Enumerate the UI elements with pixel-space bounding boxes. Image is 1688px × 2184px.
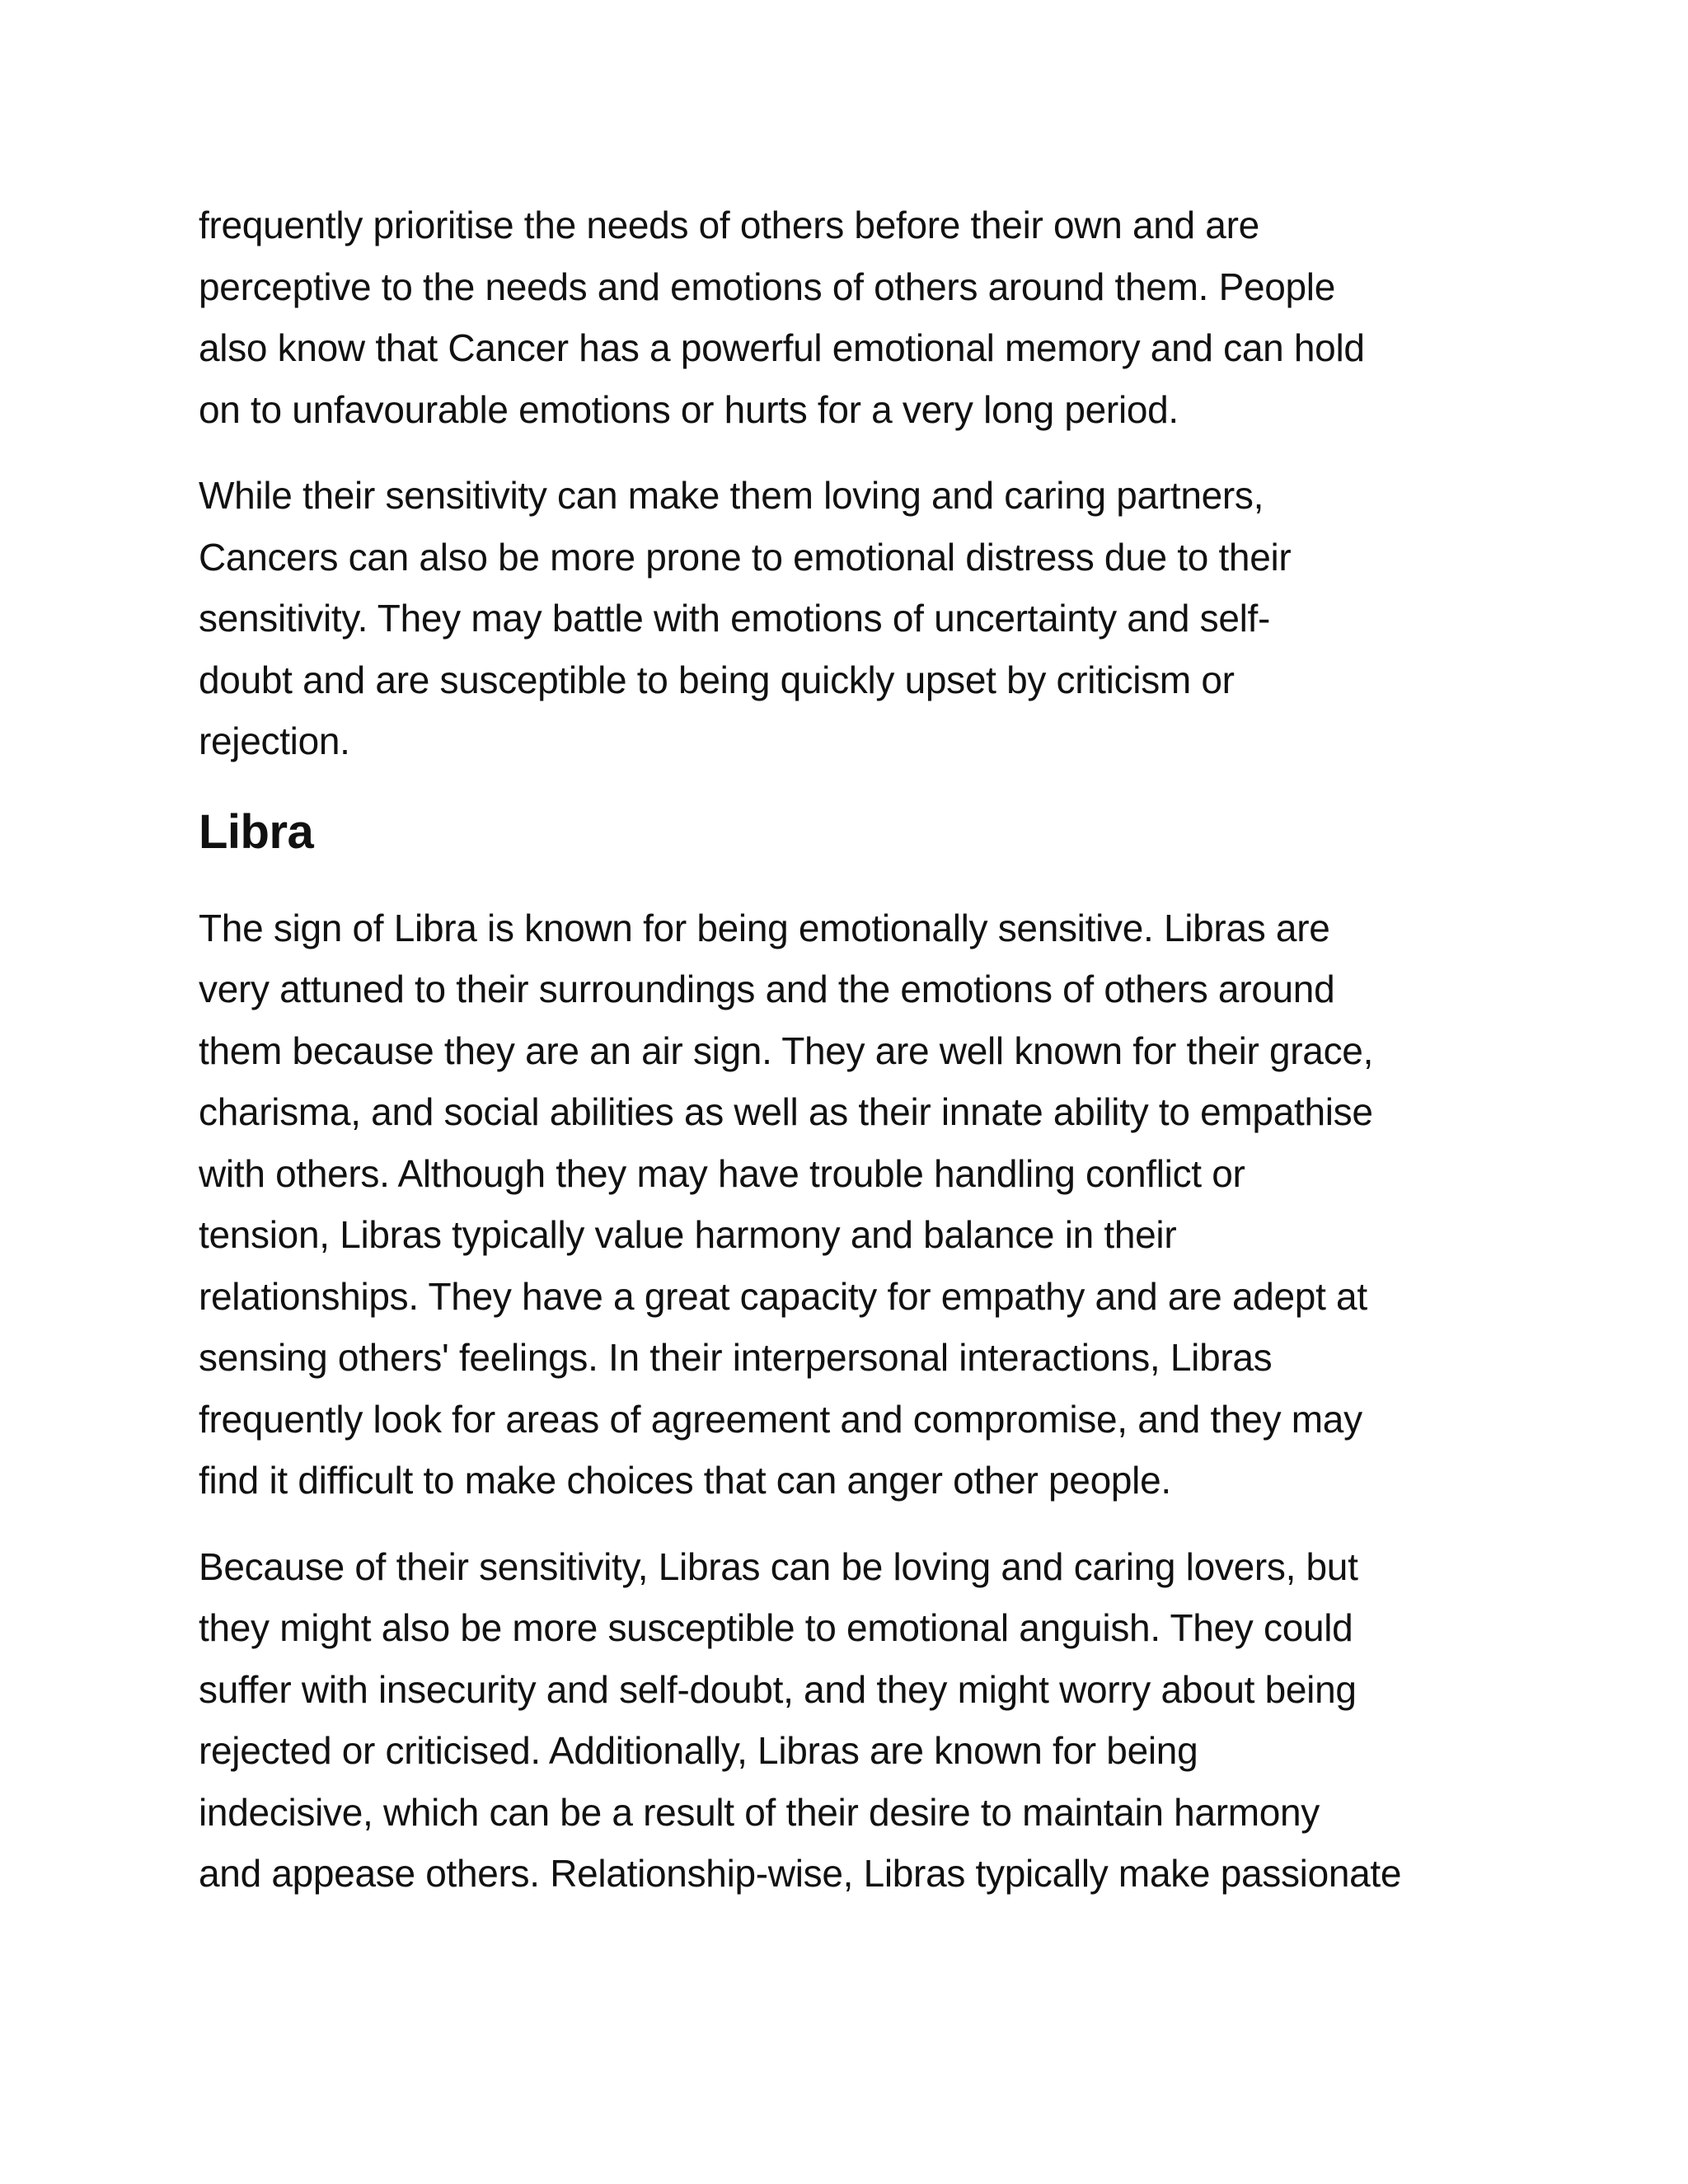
text-line: suffer with insecurity and self-doubt, and they might worry about being xyxy=(199,1667,1357,1711)
paragraph-cancer-traits xyxy=(199,194,1517,440)
text-line: very attuned to their surroundings and the emotions of others around xyxy=(199,968,1335,1010)
text-line: they might also be more susceptible to emotional anguish. They could xyxy=(199,1606,1353,1649)
text-line: charisma, and social abilities as well as their innate ability to empathise xyxy=(199,1090,1373,1133)
section-heading-libra: Libra xyxy=(199,804,314,859)
text-line: rejection. xyxy=(199,719,350,762)
text-line: sensitivity. They may battle with emotions of uncertainty and self- xyxy=(199,597,1271,640)
paragraph-libra-traits xyxy=(199,898,1517,1511)
text-line: rejected or criticised. Additionally, Libras are known for being xyxy=(199,1729,1198,1772)
text-line: The sign of Libra is known for being emotionally sensitive. Libras are xyxy=(199,906,1330,949)
text-line: perceptive to the needs and emotions of others around them. People xyxy=(199,265,1336,308)
text-line: also know that Cancer has a powerful emotional memory and can hold xyxy=(199,326,1365,369)
text-line: sensing others' feelings. In their interpersonal interactions, Libras xyxy=(199,1336,1273,1379)
text-line: relationships. They have a great capacity for empathy and are adept at xyxy=(199,1274,1367,1318)
text-line: them because they are an air sign. They are well known for their grace, xyxy=(199,1029,1374,1072)
text-line: on to unfavourable emotions or hurts for a very long period. xyxy=(199,387,1179,431)
text-line: tension, Libras typically value harmony and balance in their xyxy=(199,1213,1177,1256)
text-line: While their sensitivity can make them loving and caring partners, xyxy=(199,474,1264,517)
text-line: Cancers can also be more prone to emotional distress due to their xyxy=(199,535,1292,579)
text-line: find it difficult to make choices that can anger other people. xyxy=(199,1459,1171,1502)
text-line: indecisive, which can be a result of their desire to maintain harmony xyxy=(199,1790,1320,1834)
paragraph-libra-sensitivity xyxy=(199,1536,1517,1905)
text-line: with others. Although they may have trouble handling conflict or xyxy=(199,1151,1245,1195)
text-line: doubt and are susceptible to being quickly upset by criticism or xyxy=(199,658,1235,701)
text-line: frequently look for areas of agreement and compromise, and they may xyxy=(199,1397,1362,1441)
text-line: Because of their sensitivity, Libras can be loving and caring lovers, but xyxy=(199,1544,1358,1588)
text-line: frequently prioritise the needs of others before their own and are xyxy=(199,204,1259,246)
document-body xyxy=(199,194,1517,1905)
paragraph-cancer-sensitivity xyxy=(199,465,1517,772)
text-line: and appease others. Relationship-wise, Libras typically make passionate xyxy=(199,1852,1402,1895)
